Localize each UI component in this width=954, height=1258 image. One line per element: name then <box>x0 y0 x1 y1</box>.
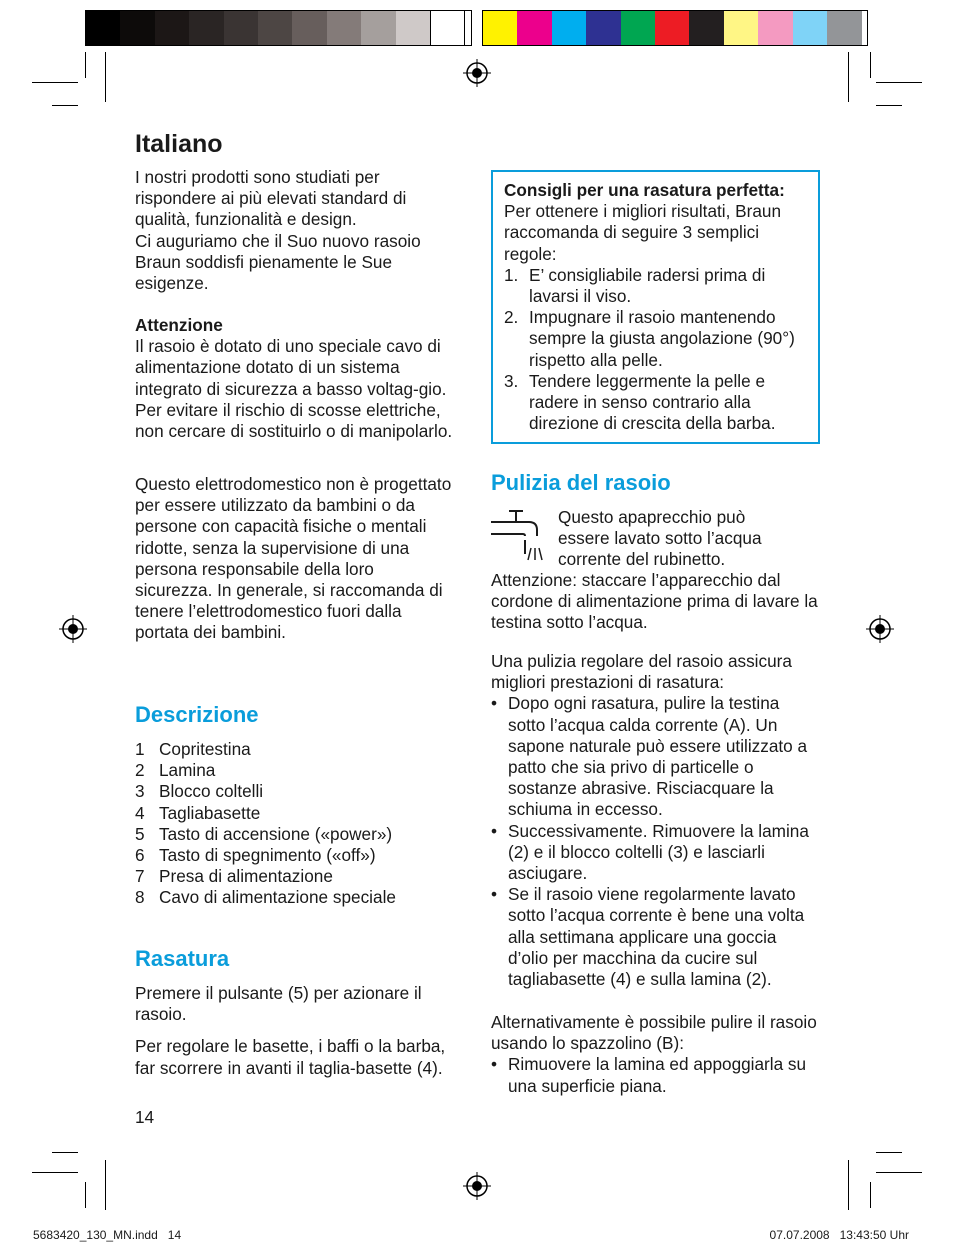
water-tap-icon <box>491 508 547 564</box>
registration-mark-icon <box>463 1172 491 1200</box>
tips-intro: Per ottenere i migliori risultati, Braun raccomanda di seguire 3 semplici regole: <box>504 201 782 264</box>
shaving-paragraph: Premere il pulsante (5) per azionare il rasoio. <box>135 983 422 1025</box>
description-item <box>135 803 455 824</box>
description-item <box>135 760 455 781</box>
crop-mark <box>52 1152 78 1153</box>
intro-paragraph: I nostri prodotti sono studiati per rispondere ai più elevati standard di qualità, funzionalità e design. <box>135 167 407 230</box>
cleaning-section <box>491 470 821 496</box>
crop-mark <box>105 1160 106 1210</box>
cleaning-regular-text: Una pulizia regolare del rasoio assicura migliori prestazioni di rasatura: <box>491 651 792 693</box>
bullet-icon: • <box>491 693 498 714</box>
registration-mark-icon <box>463 59 491 87</box>
cleaning-heading: Pulizia del rasoio <box>491 470 671 495</box>
intro-paragraph: Ci auguriamo che il Suo nuovo rasoio Braun soddisfi pienamente le Sue esigenze. <box>135 230 421 294</box>
crop-mark <box>876 1152 902 1153</box>
registration-mark-icon <box>866 615 894 643</box>
bullet-icon: • <box>491 1054 498 1075</box>
cleaning-bullet-text: Successivamente. Rimuovere la lamina (2) e il blocco coltelli (3) e lasciarli asciugare. <box>508 820 809 884</box>
description-item-number: 4 <box>135 802 145 823</box>
crop-mark <box>32 1172 78 1173</box>
description-item-label: Tagliabasette <box>159 802 261 823</box>
bullet-icon: • <box>491 820 498 841</box>
description-item-label: Tasto di accensione («power») <box>159 823 393 844</box>
tip-item <box>504 371 808 435</box>
shaving-heading: Rasatura <box>135 946 230 971</box>
swatch-frame <box>85 10 472 46</box>
description-item-number: 3 <box>135 781 145 802</box>
crop-mark <box>105 52 106 102</box>
tip-item <box>504 307 808 371</box>
safety-text: Questo elettrodomestico non è progettato per essere utilizzato da bambini o da persone con capacità fisiche o mentali ridotte, senza la supervisione di una persona responsabile della loro sicurezza. In generale, si raccomanda di tenere l’elettrodomestico fuori dalla portata dei bambini. <box>135 474 452 643</box>
description-item-label: Blocco coltelli <box>159 781 264 802</box>
description-item <box>135 887 455 908</box>
description-item-number: 1 <box>135 739 145 759</box>
shaving-text <box>135 983 455 1079</box>
swatch-frame <box>482 10 868 46</box>
cleaning-bullet-list <box>491 693 821 990</box>
crop-mark <box>848 52 849 102</box>
left-column <box>135 130 455 159</box>
description-item-number: 5 <box>135 823 145 844</box>
description-item-number: 6 <box>135 845 145 866</box>
description-item-label: Copritestina <box>159 739 251 759</box>
crop-mark <box>876 105 902 106</box>
tip-number: 3. <box>504 370 519 391</box>
cleaning-icon-text: Questo apaprecchio può essere lavato sotto l’acqua corrente del rubinetto. <box>558 507 762 570</box>
description-item <box>135 824 455 845</box>
tip-number: 2. <box>504 307 519 328</box>
cleaning-bullet-text: Dopo ogni rasatura, pulire la testina sotto l’acqua calda corrente (A). Un sapone naturale può essere utilizzato a patto che sia privo di particelle o sostanze abrasive. Risciacquare la schiuma in eccesso. <box>508 693 808 820</box>
tip-item <box>504 265 808 307</box>
tip-text: E’ consigliabile radersi prima di lavarsi il viso. <box>529 264 766 307</box>
attention-heading: Attenzione <box>135 315 223 335</box>
crop-mark <box>876 82 922 83</box>
cleaning-bullet-text: Se il rasoio viene regolarmente lavato sotto l’acqua corrente è bene una volta alla settimana applicare una goccia d’olio per macchina da cucire sul tagliabasette (4) e sulla lamina (2). <box>508 884 805 990</box>
description-item-label: Cavo di alimentazione speciale <box>159 887 396 908</box>
brush-intro: Alternativamente è possibile pulire il rasoio usando lo spazzolino (B): <box>491 1012 817 1054</box>
shaving-paragraph: Per regolare le basette, i baffi o la barba, far scorrere in avanti il taglia-basette (4). <box>135 1036 446 1078</box>
crop-mark <box>52 105 78 106</box>
crop-mark <box>32 82 78 83</box>
page-number: 14 <box>135 1107 155 1127</box>
description-item <box>135 866 455 887</box>
crop-mark <box>85 52 86 78</box>
description-item-label: Lamina <box>159 760 216 781</box>
footer-datetime: 07.07.2008 13:43:50 Uhr <box>769 1228 909 1242</box>
description-section <box>135 702 455 728</box>
description-item <box>135 739 455 760</box>
footer-file-info: 5683420_130_MN.indd 14 <box>33 1228 182 1242</box>
cleaning-warning: Attenzione: staccare l’apparecchio dal cordone di alimentazione prima di lavare la testina sotto l’acqua. <box>491 570 818 633</box>
tips-list <box>504 265 808 435</box>
attention-section <box>135 315 455 442</box>
description-item <box>135 781 455 802</box>
description-item-number: 7 <box>135 866 145 887</box>
crop-mark <box>870 1182 871 1208</box>
cleaning-bullet <box>491 884 821 990</box>
description-item <box>135 845 455 866</box>
tips-heading: Consigli per una rasatura perfetta: <box>504 180 785 200</box>
page-title: Italiano <box>135 130 223 158</box>
safety-section <box>135 474 455 644</box>
tips-box <box>491 170 820 444</box>
cleaning-regular-section <box>491 651 821 990</box>
brush-bullet-text: Rimuovere la lamina ed appoggiarla su una superficie piana. <box>508 1054 807 1096</box>
brush-bullet-list <box>491 1054 821 1096</box>
description-item-number: 8 <box>135 887 145 908</box>
registration-mark-icon <box>59 615 87 643</box>
cleaning-bullet <box>491 693 821 820</box>
description-list <box>135 739 455 909</box>
attention-text: Il rasoio è dotato di uno speciale cavo di alimentazione dotato di un sistema integrato di sicurezza a basso voltag-gio. Per evitare il rischio di scosse elettriche, non cercare di sostituirlo o di manipolarlo. <box>135 336 453 442</box>
shaving-section <box>135 946 455 972</box>
crop-mark <box>848 1160 849 1210</box>
description-item-number: 2 <box>135 760 145 781</box>
brush-section <box>491 1012 821 1097</box>
crop-mark <box>85 1182 86 1208</box>
bullet-icon: • <box>491 884 498 905</box>
brush-bullet <box>491 1054 821 1096</box>
tip-text: Impugnare il rasoio mantenendo sempre la giusta angolazione (90°) rispetto alla pelle. <box>529 307 795 370</box>
tip-text: Tendere leggermente la pelle e radere in senso contrario alla direzione di crescita della barba. <box>529 370 776 434</box>
description-item-label: Tasto di spegnimento («off») <box>159 845 376 866</box>
tip-number: 1. <box>504 264 519 285</box>
crop-mark <box>870 52 871 78</box>
intro-section <box>135 167 455 294</box>
crop-mark <box>876 1172 922 1173</box>
description-item-label: Presa di alimentazione <box>159 866 333 887</box>
description-heading: Descrizione <box>135 702 259 727</box>
cleaning-bullet <box>491 821 821 885</box>
